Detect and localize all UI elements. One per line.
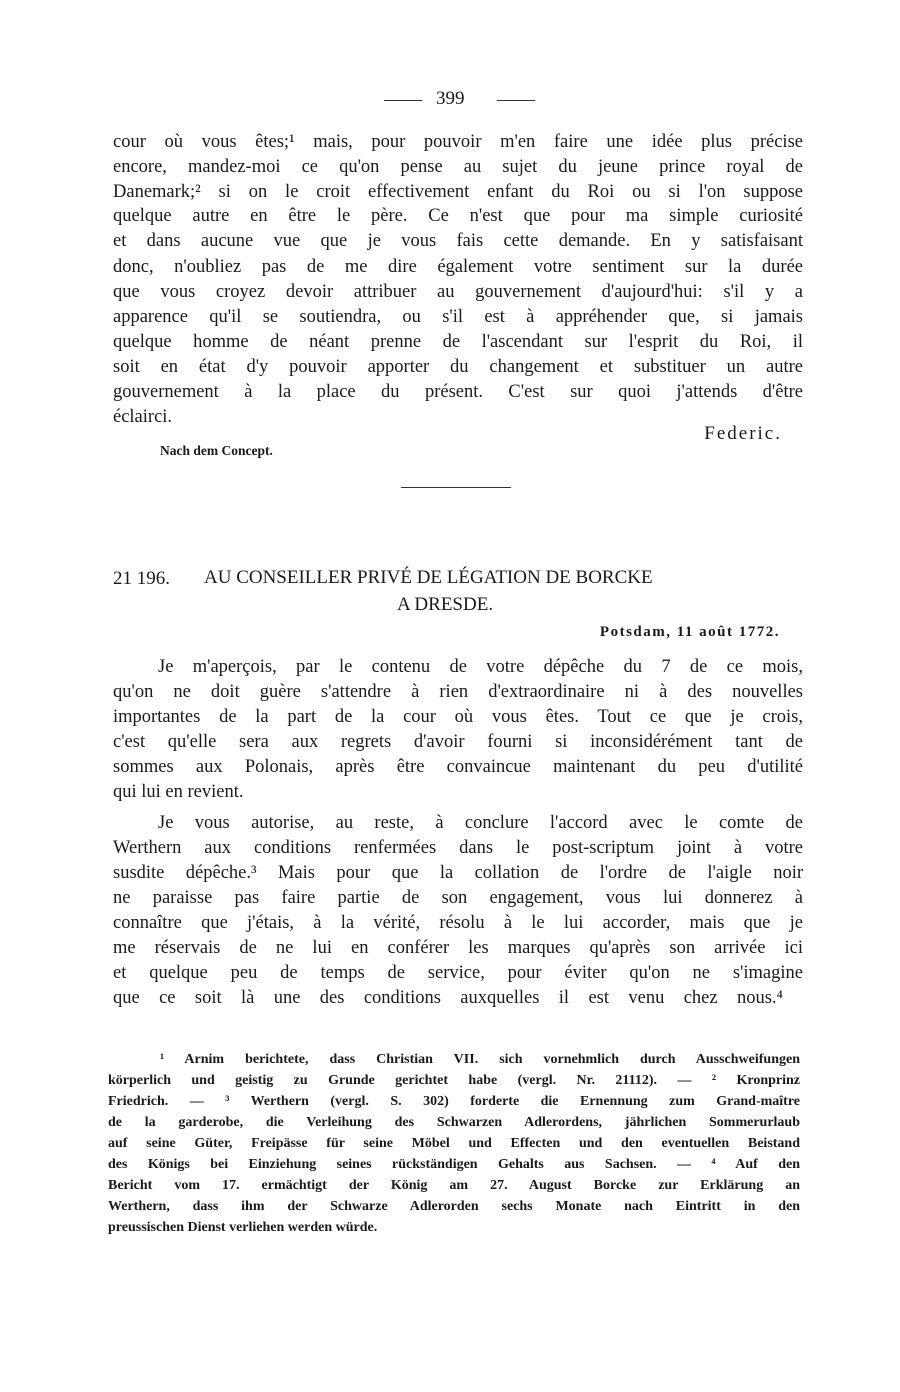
text-line: soit en état d'y pouvoir apporter du changement et substituer un autre	[113, 357, 803, 377]
signature: Federic.	[704, 423, 782, 444]
text-line: éclairci.	[113, 407, 173, 427]
text-line: qui lui en revient.	[113, 782, 244, 802]
text-line: encore, mandez-moi ce qu'on pense au sujet du jeune prince royal de	[113, 157, 803, 177]
header-rule-right	[497, 100, 535, 101]
footnote-line: Friedrich. — ³ Werthern (vergl. S. 302) forderte die Ernennung zum Grand-maître	[108, 1094, 800, 1109]
footnote-line: ¹ Arnim berichtete, dass Christian VII. sich vornehmlich durch Ausschweifungen	[160, 1052, 800, 1067]
text-line: Danemark;² si on le croit effectivement enfant du Roi ou si l'on suppose	[113, 182, 803, 202]
letter-number: 21 196.	[113, 568, 170, 589]
text-line: importantes de la part de la cour où vous êtes. Tout ce que je crois,	[113, 707, 803, 727]
page-number: 399	[436, 88, 465, 109]
footnote-line: de la garderobe, die Verleihung des Schwarzen Adlerordens, jährlichen Sommerurlaub	[108, 1115, 800, 1130]
text-line: connaître que j'étais, à la vérité, résolu à le lui accorder, mais que je	[113, 913, 803, 933]
text-line: donc, n'oubliez pas de me dire également votre sentiment sur la durée	[113, 257, 803, 277]
footnote-line: preussischen Dienst verliehen werden würde.	[108, 1220, 378, 1235]
text-line: susdite dépêche.³ Mais pour que la collation de l'ordre de l'aigle noir	[113, 863, 803, 883]
footnote-line: auf seine Güter, Freipässe für seine Möbel und Effecten und den eventuellen Beistand	[108, 1136, 800, 1151]
text-line: cour où vous êtes;¹ mais, pour pouvoir m'en faire une idée plus précise	[113, 132, 803, 152]
place-date: Potsdam, 11 août 1772.	[599, 624, 780, 640]
text-line: quelque autre en être le père. Ce n'est que pour ma simple curiosité	[113, 206, 803, 226]
letter-title-line2: A DRESDE.	[397, 594, 494, 615]
text-line: et quelque peu de temps de service, pour éviter qu'on ne s'imagine	[113, 963, 803, 983]
footnote-line: Bericht vom 17. ermächtigt der König am 27. August Borcke zur Erklärung an	[108, 1178, 800, 1193]
text-line: c'est qu'elle sera aux regrets d'avoir fourni si inconsidérément tant de	[113, 732, 803, 752]
text-line: que vous croyez devoir attribuer au gouvernement d'aujourd'hui: s'il y a	[113, 282, 803, 302]
text-line: ne paraisse pas faire partie de son engagement, vous lui donnerez à	[113, 888, 803, 908]
text-line: qu'on ne doit guère s'attendre à rien d'extraordinaire ni à des nouvelles	[113, 682, 803, 702]
text-line: et dans aucune vue que je vous fais cette demande. En y satisfaisant	[113, 231, 803, 251]
text-line: Je m'aperçois, par le contenu de votre dépêche du 7 de ce mois,	[158, 657, 803, 677]
text-line: apparence qu'il se soutiendra, ou s'il est à appréhender que, si jamais	[113, 307, 803, 327]
text-line: me réservais de ne lui en conférer les marques qu'après son arrivée ici	[113, 938, 803, 958]
letter-title: AU CONSEILLER PRIVÉ DE LÉGATION DE BORCKE	[204, 567, 653, 588]
text-line: gouvernement à la place du présent. C'est sur quoi j'attends d'être	[113, 382, 803, 402]
text-line: quelque homme de néant prenne de l'ascendant sur l'esprit du Roi, il	[113, 332, 803, 352]
header-rule-left	[384, 100, 422, 101]
footnote-line: des Königs bei Einziehung seines rückständigen Gehalts aus Sachsen. — ⁴ Auf den	[108, 1157, 800, 1172]
source-note: Nach dem Concept.	[160, 443, 273, 458]
text-line: que ce soit là une des conditions auxquelles il est venu chez nous.⁴	[113, 988, 783, 1008]
text-line: Werthern aux conditions renfermées dans le post-scriptum joint à votre	[113, 838, 803, 858]
text-line: Je vous autorise, au reste, à conclure l'accord avec le comte de	[158, 813, 803, 833]
footnote-line: körperlich und geistig zu Grunde gerichtet habe (vergl. Nr. 21112). — ² Kronprinz	[108, 1073, 800, 1088]
text-line: sommes aux Polonais, après être convaincue maintenant du peu d'utilité	[113, 757, 803, 777]
footnote-line: Werthern, dass ihm der Schwarze Adlerorden sechs Monate nach Eintritt in den	[108, 1199, 800, 1214]
section-separator	[401, 487, 511, 488]
